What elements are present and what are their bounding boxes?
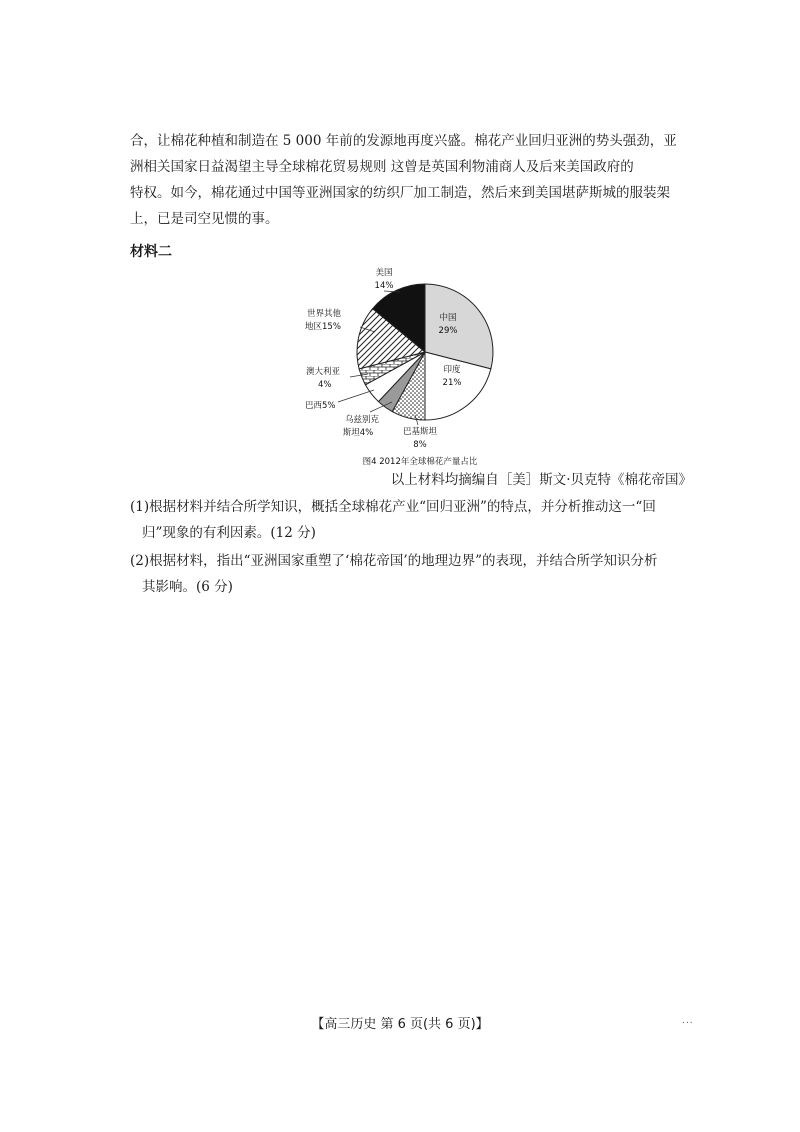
question-2-line-2: 其影响。(6 分) (142, 579, 233, 595)
label-china-value: 29% (438, 326, 458, 336)
page-footer: 【高三历史 第 6 页(共 6 页)】 (311, 1017, 489, 1032)
footer-mark: ... (682, 1016, 694, 1026)
label-australia-value: 4% (318, 380, 332, 390)
passage (130, 128, 690, 232)
question-2 (130, 548, 700, 600)
label-rest-of-world-value: 地区15% (305, 322, 341, 332)
label-australia: 澳大利亚 (306, 367, 341, 377)
pie-chart (300, 262, 540, 472)
label-china: 中国 (439, 313, 457, 323)
chart-title: 图4 2012年全球棉花产量占比 (362, 457, 478, 467)
label-pakistan: 巴基斯坦 (402, 427, 438, 437)
source-note: 以上材料均摘编自［美］斯文·贝克特《棉花帝国》 (390, 472, 692, 488)
passage-line: 特权。如今，棉花通过中国等亚洲国家的纺织厂加工制造，然后来到美国堪萨斯城的服装架 (130, 185, 670, 201)
passage-line: 上，已是司空见惯的事。 (130, 211, 279, 227)
question-1-line-2: 归”现象的有利因素。(12 分) (142, 525, 316, 541)
label-india: 印度 (443, 365, 461, 375)
label-uzbekistan: 乌兹别克 (344, 415, 380, 425)
label-rest-of-world: 世界其他 (307, 309, 342, 319)
material-heading: 材料二 (130, 244, 172, 260)
label-uzbekistan-value: 斯坦4% (342, 428, 374, 438)
label-usa-value: 14% (374, 281, 394, 291)
pie-slices (357, 284, 493, 420)
passage-line: 合，让棉花种植和制造在 5 000 年前的发源地再度兴盛。棉花产业回归亚洲的势头强劲，亚 (130, 133, 677, 149)
question-2-line-1: (2)根据材料，指出“亚洲国家重塑了‘棉花帝国’的地理边界”的表现，并结合所学知识分析 (130, 553, 658, 569)
label-india-value: 21% (442, 378, 462, 388)
question-1 (130, 494, 700, 546)
label-usa: 美国 (375, 268, 393, 278)
label-brazil: 巴西5% (305, 401, 336, 411)
leader-line-3 (338, 390, 374, 402)
question-1-line-1: (1)根据材料并结合所学知识，概括全球棉花产业“回归亚洲”的特点，并分析推动这一“回 (130, 499, 656, 515)
label-pakistan-value: 8% (413, 440, 427, 450)
passage-line: 洲相关国家日益渴望主导全球棉花贸易规则 这曾是英国利物浦商人及后来美国政府的 (130, 159, 634, 175)
